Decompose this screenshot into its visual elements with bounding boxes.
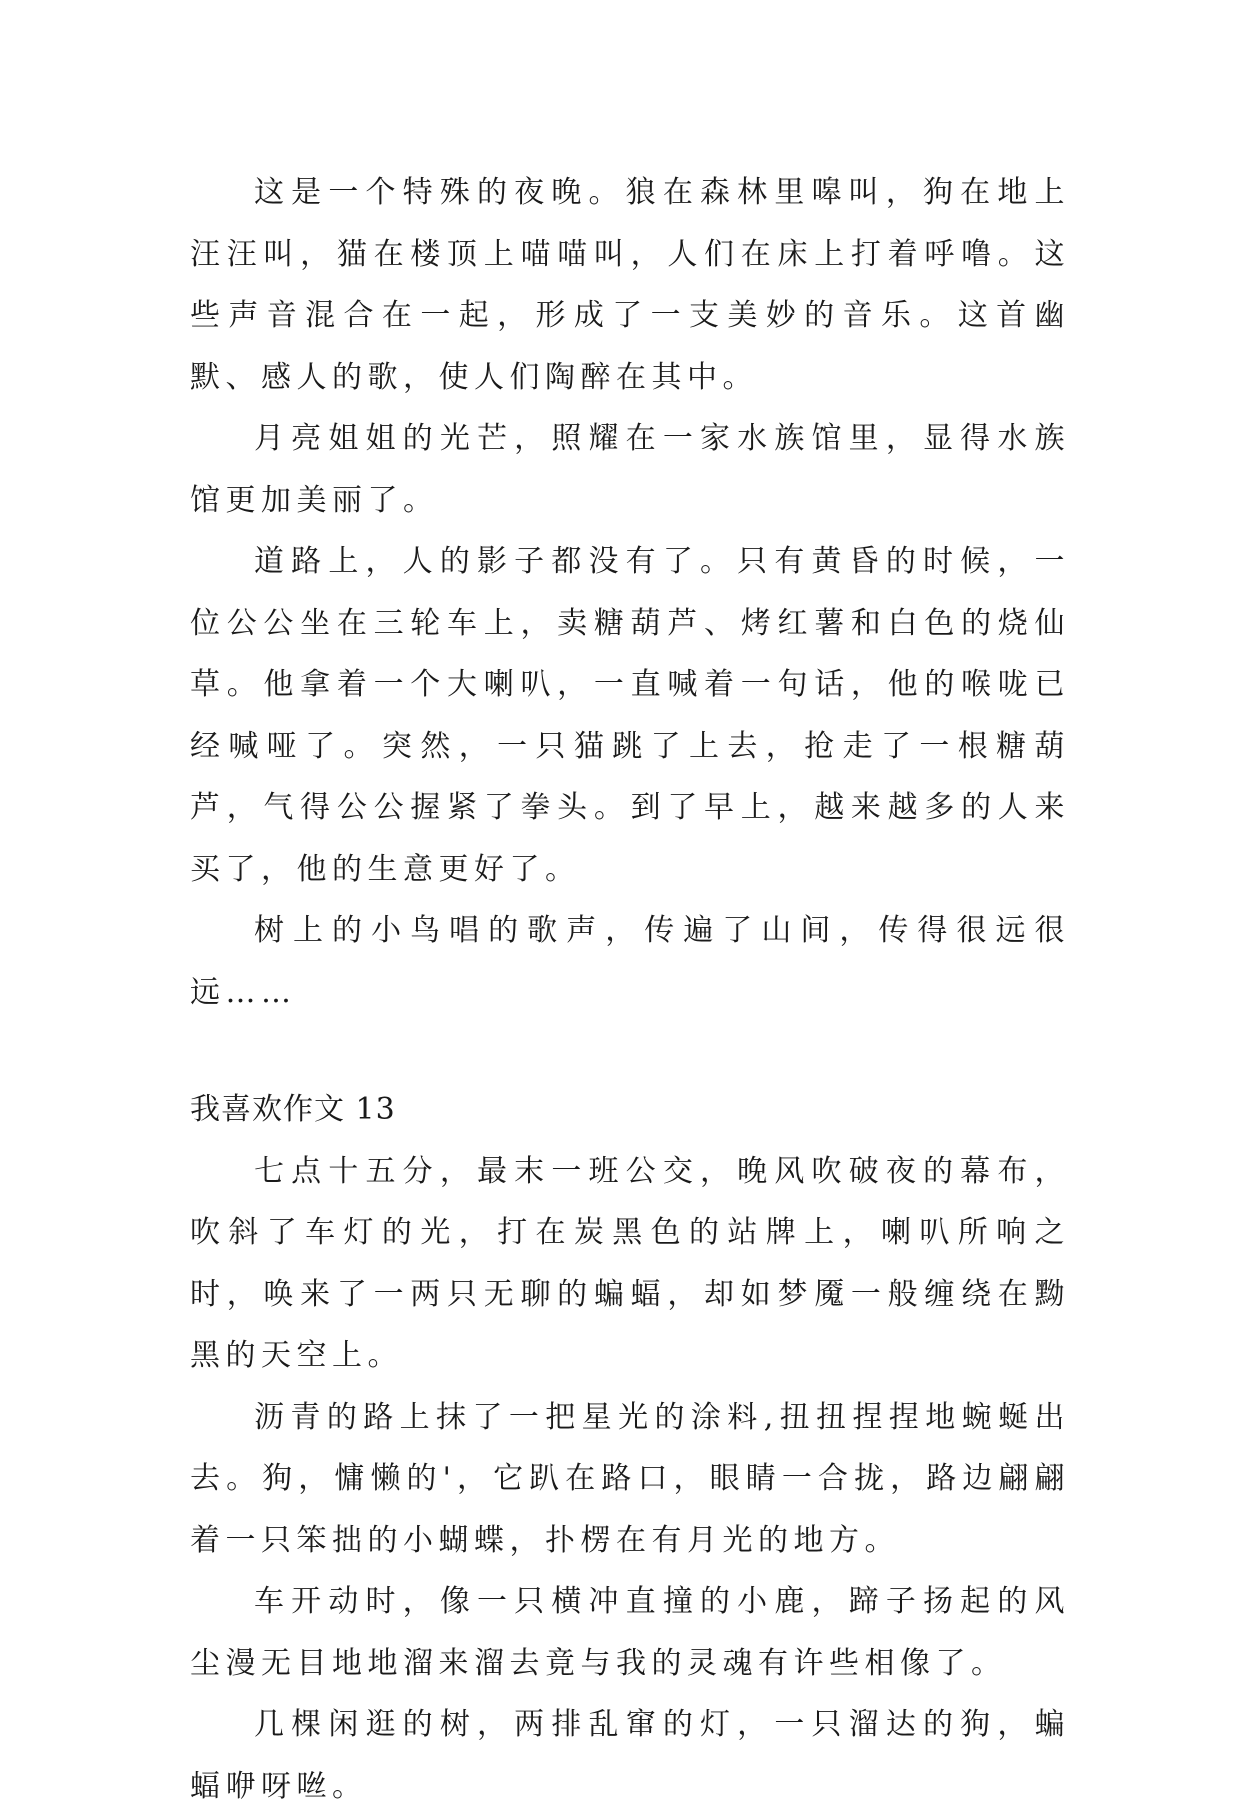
paragraph: 车开动时，像一只横冲直撞的小鹿，蹄子扬起的风尘漫无目地地溜来溜去竟与我的灵魂有许些相像了。 — [190, 1584, 1070, 1681]
document-page — [190, 162, 1070, 1817]
paragraph: 这是一个特殊的夜晚。狼在森林里嗥叫，狗在地上汪汪叫，猫在楼顶上喵喵叫，人们在床上打着呼噜。这些声音混合在一起，形成了一支美妙的音乐。这首幽默、感人的歌，使人们陶醉在其中。 — [190, 175, 1070, 395]
paragraph: 七点十五分，最末一班公交，晚风吹破夜的幕布，吹斜了车灯的光，打在炭黑色的站牌上，喇叭所响之时，唤来了一两只无聊的蝙蝠，却如梦魇一般缠绕在黝黑的天空上。 — [190, 1153, 1070, 1373]
paragraph: 树上的小鸟唱的歌声，传遍了山间，传得很远很远…… — [190, 913, 1070, 1010]
essay-title: 我喜欢作文 13 — [190, 1092, 396, 1127]
paragraph: 沥青的路上抹了一把星光的涂料,扭扭捏捏地蜿蜒出去。狗，慵懒的'，它趴在路口，眼睛一合拢，路边翩翩着一只笨拙的小蝴蝶，扑楞在有月光的地方。 — [190, 1399, 1070, 1558]
paragraph: 月亮姐姐的光芒，照耀在一家水族馆里，显得水族馆更加美丽了。 — [190, 421, 1070, 518]
paragraph: 几棵闲逛的树，两排乱窜的灯，一只溜达的狗，蝙蝠咿呀咝。 — [190, 1707, 1070, 1804]
paragraph: 道路上，人的影子都没有了。只有黄昏的时候，一位公公坐在三轮车上，卖糖葫芦、烤红薯和白色的烧仙草。他拿着一个大喇叭，一直喊着一句话，他的喉咙已经喊哑了。突然，一只猫跳了上去，抢走了一根糖葫芦，气得公公握紧了拳头。到了早上，越来越多的人来买了，他的生意更好了。 — [190, 544, 1070, 887]
